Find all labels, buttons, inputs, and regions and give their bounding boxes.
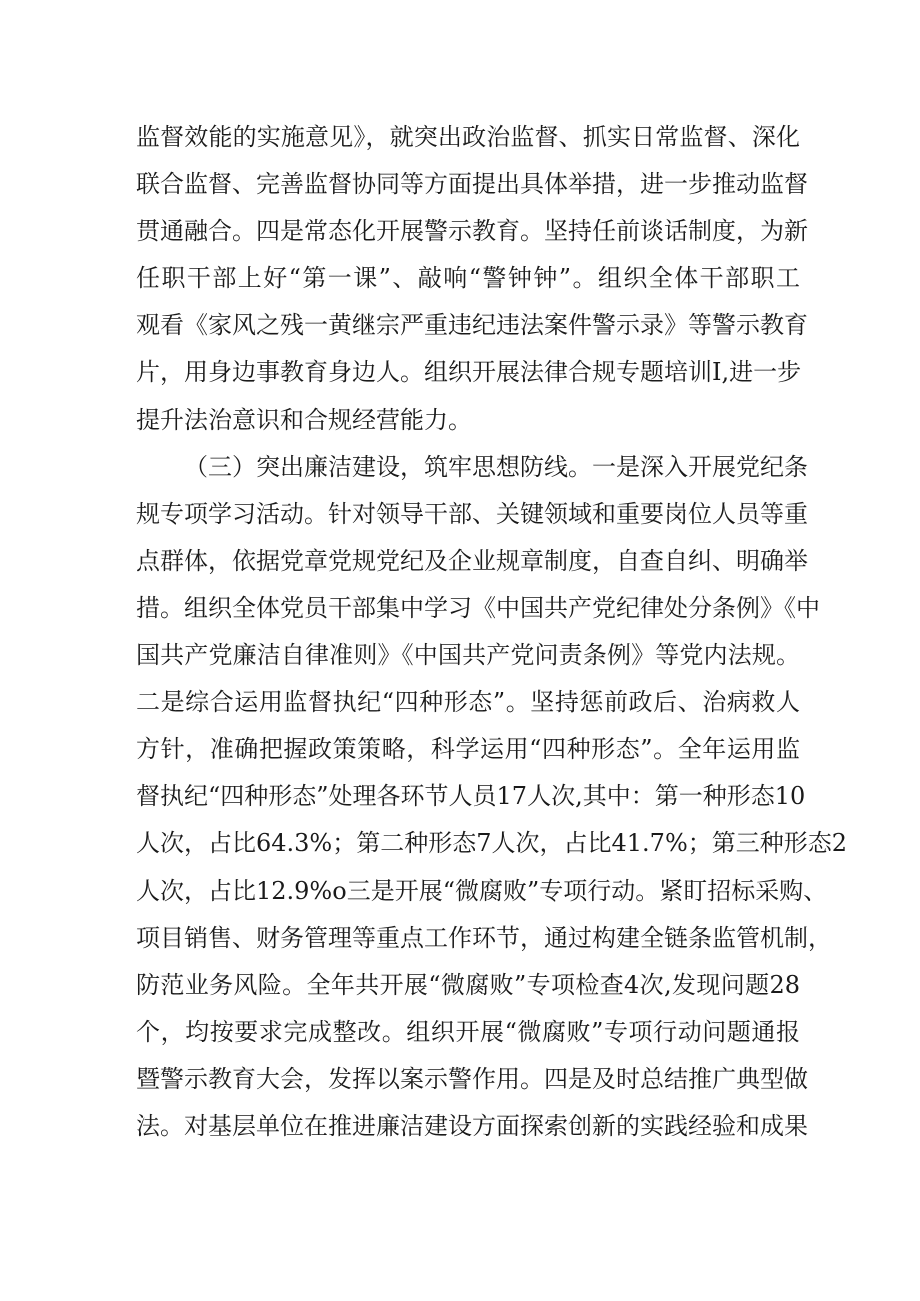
text-line: 观看《家风之残一黄继宗严重违纪违法案件警示录》等警示教育 (136, 311, 808, 340)
text-line: 方针，准确把握政策策略，科学运用“四种形态”。全年运用监 (136, 735, 800, 764)
text-line: 项目销售、财务管理等重点工作环节，通过构建全链条监管机制， (136, 923, 832, 952)
text-line: 二是综合运用监督执纪“四种形态”。坚持惩前政后、治病救人 (136, 688, 800, 717)
text-line: 规专项学习活动。针对领导干部、关键领域和重要岗位人员等重 (136, 499, 808, 528)
text-line: 联合监督、完善监督协同等方面提出具体举措，进一步推动监督 (136, 170, 808, 199)
text-line: 提升法治意识和合规经营能力。 (136, 405, 472, 434)
text-line: 贯通融合。四是常态化开展警示教育。坚持任前谈话制度，为新 (136, 217, 808, 246)
text-line: 措。组织全体党员干部集中学习《中国共产党纪律处分条例》《中 (136, 593, 820, 622)
text-line: 片，用身边事教育身边人。组织开展法律合规专题培训I,进一步 (136, 358, 802, 387)
text-line: 法。对基层单位在推进廉洁建设方面探索创新的实践经验和成果 (136, 1111, 808, 1140)
text-line: 监督效能的实施意见》，就突出政治监督、抓实日常监督、深化 (136, 123, 800, 151)
text-line: 人次，占比12.9%o三是开展“微腐败”专项行动。紧盯招标采购、 (136, 876, 828, 905)
text-line: 人次，占比64.3%；第二种形态7人次，占比41.7%；第三种形态2 (136, 829, 848, 858)
text-line: 个，均按要求完成整改。组织开展“微腐败”专项行动问题通报 (136, 1017, 800, 1046)
section-heading-line: （三）突出廉洁建设，筑牢思想防线。一是深入开展党纪条 (184, 452, 808, 481)
text-line: 督执纪“四种形态”处理各环节人员17人次,其中：第一种形态10 (136, 782, 806, 811)
text-line: 防范业务风险。全年共开展“微腐败”专项检查4次,发现问题28 (136, 970, 800, 999)
text-line: 暨警示教育大会，发挥以案示警作用。四是及时总结推广典型做 (136, 1064, 808, 1093)
text-line: 国共产党廉洁自律准则》《中国共产党问责条例》等党内法规。 (136, 641, 800, 670)
text-line: 点群体，依据党章党规党纪及企业规章制度，自查自纠、明确举 (136, 546, 808, 575)
text-line: 任职干部上好“第一课”、敲响“警钟钟”。组织全体干部职工 (136, 264, 800, 293)
body-text (136, 114, 848, 1150)
